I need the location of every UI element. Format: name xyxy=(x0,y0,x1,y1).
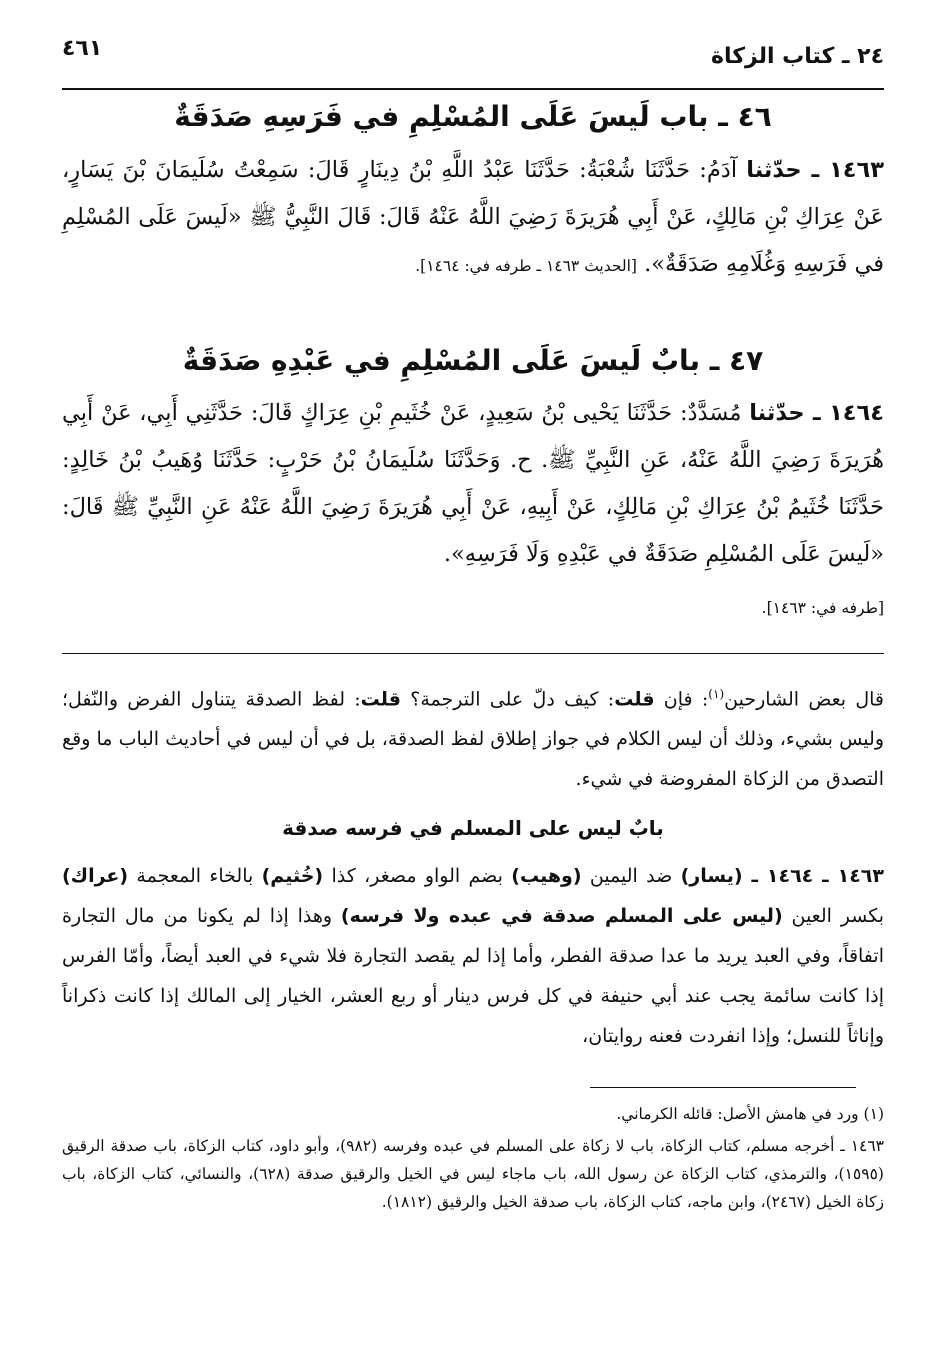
commentary-keyword: (وهيب) xyxy=(511,865,582,887)
commentary-hadith-numbers: ١٤٦٣ ـ ١٤٦٤ ـ xyxy=(742,865,884,887)
header-rule xyxy=(62,88,884,90)
footnote-rule xyxy=(590,1087,856,1088)
commentary-keyword: قلت xyxy=(614,688,655,711)
hadith-1464-number: ١٤٦٤ ـ حدّثنا xyxy=(749,400,884,426)
commentary-text: بضم الواو مصغر، كذا xyxy=(323,865,512,887)
commentary-text: : فإن xyxy=(654,688,709,711)
hadith-1463-number: ١٤٦٣ ـ حدّثنا xyxy=(746,157,885,183)
commentary-subtitle: بابٌ ليس على المسلم في فرسه صدقة xyxy=(282,816,664,840)
commentary-paragraph-2 xyxy=(62,856,884,1056)
commentary-text: : كيف دلّ على الترجمة؟ xyxy=(400,688,615,711)
commentary-text: وهذا إذا لم يكونا من مال التجارة اتفاقاً، وفي العبد يريد ما عدا صدقة الفطر، وأما إذا لم يقصد التجارة فلا شيء في العبد أيضاً، وأمّا الفرس إذا كانت سائمة يجب عند أبي حنيفة في كل فرس دينار أو ربع العشر، الخيار إلى المالك إذا كانت ذكراناً وإناثاً للنسل؛ وإذا انفردت فعنه روايتان، xyxy=(62,905,884,1047)
commentary-text: ضد اليمين xyxy=(581,865,681,887)
hadith-1463-text: آدَمُ: حَدَّثَنَا شُعْبَةُ: حَدَّثَنَا عَبْدُ اللَّهِ بْنُ دِينَارٍ قَالَ: سَمِعْتُ سُلَيمَانَ بْنَ يَسَارٍ، عَنْ عِرَاكِ بْنِ مَالِكٍ، عَنْ أَبِي هُرَيرَةَ رَضِيَ اللَّهُ عَنْهُ قَالَ: قَالَ النَّبِيُّ ﷺ «لَيسَ عَلَى المُسْلِمِ في فَرَسِهِ وَغُلَامِهِ صَدَقَةٌ». xyxy=(62,157,884,277)
commentary-keyword: (خُثيم) xyxy=(261,865,324,887)
commentary-text: : لفظ الصدقة يتناول الفرض والنّفل؛ وليس بشيء، وذلك أن ليس الكلام في جواز إطلاق لفظ الصدقة، بل في أن ليس في أحاديث الباب ما وقع التصدق من الزكاة المفروضة في شيء. xyxy=(62,688,884,791)
commentary-text: بكسر العين xyxy=(782,905,884,927)
section-divider xyxy=(62,653,884,654)
chapter-47-title: ٤٧ ـ بابٌ لَيسَ عَلَى المُسْلِمِ في عَبْدِهِ صَدَقَةٌ xyxy=(182,344,764,377)
hadith-1464-text: مُسَدَّدٌ: حَدَّثَنَا يَحْيى بْنُ سَعِيدٍ، عَنْ خُثَيمِ بْنِ عِرَاكٍ قَالَ: حَدَّثَنِي أَبِي، عَنْ أَبِي هُرَيرَةَ رَضِيَ اللَّهُ عَنْهُ، عَنِ النَّبِيِّ ﷺ. ح. وَحَدَّثَنَا سُلَيمَانُ بْنُ حَرْبٍ: حَدَّثَنَا وُهَيبُ بْنُ خَالِدٍ: حَدَّثَنَا خُثَيمُ بْنُ عِرَاكِ بْنِ مَالِكٍ، عَنْ أَبِيهِ، عَنْ أَبِي هُرَيرَةَ رَضِيَ اللَّهُ عَنْهُ عَنِ النَّبِيِّ ﷺ قَالَ: «لَيسَ عَلَى المُسْلِمِ صَدَقَةٌ في عَبْدِهِ وَلَا فَرَسِهِ». xyxy=(62,400,884,567)
hadith-1463-reference: [الحديث ١٤٦٣ ـ طرفه في: ١٤٦٤]. xyxy=(415,257,637,275)
chapter-heading: ٢٤ ـ كتاب الزكاة xyxy=(710,44,884,69)
chapter-46-title: ٤٦ ـ باب لَيسَ عَلَى المُسْلِمِ في فَرَسِهِ صَدَقَةٌ xyxy=(174,100,772,133)
commentary-keyword: (عراك) xyxy=(62,865,129,887)
commentary-paragraph-1 xyxy=(62,674,884,799)
commentary-keyword: (يسار) xyxy=(680,865,743,887)
hadith-1464 xyxy=(62,390,884,578)
running-header xyxy=(62,36,884,86)
footnote-1: (١) ورد في هامش الأصل: قائله الكرماني. xyxy=(616,1105,884,1123)
commentary-keyword: قلت xyxy=(360,688,401,711)
commentary-text: قال بعض الشارحين xyxy=(724,688,884,711)
hadith-1464-reference: [طرفه في: ١٤٦٣]. xyxy=(761,599,884,617)
page-number: ٤٦١ xyxy=(62,36,103,61)
commentary-text: بالخاء المعجمة xyxy=(128,865,262,887)
hadith-1463 xyxy=(62,147,884,290)
commentary-keyword: (ليس على المسلم صدقة في عبده ولا فرسه) xyxy=(340,905,783,927)
footnote-hadith-1463: ١٤٦٣ ـ أخرجه مسلم، كتاب الزكاة، باب لا زكاة على المسلم في عبده وفرسه (٩٨٢)، وأبو داود، كتاب الزكاة، باب صدقة الرقيق (١٥٩٥)، والترمذي، كتاب الزكاة عن رسول الله، باب ماجاء ليس في الخيل والرقيق صدقة (٦٢٨)، والنسائي، كتاب الزكاة، باب زكاة الخيل (٢٤٦٧)، وابن ماجه، كتاب الزكاة، باب صدقة الخيل والرقيق (١٨١٢). xyxy=(62,1137,885,1211)
footnote-marker: (١) xyxy=(708,687,725,701)
